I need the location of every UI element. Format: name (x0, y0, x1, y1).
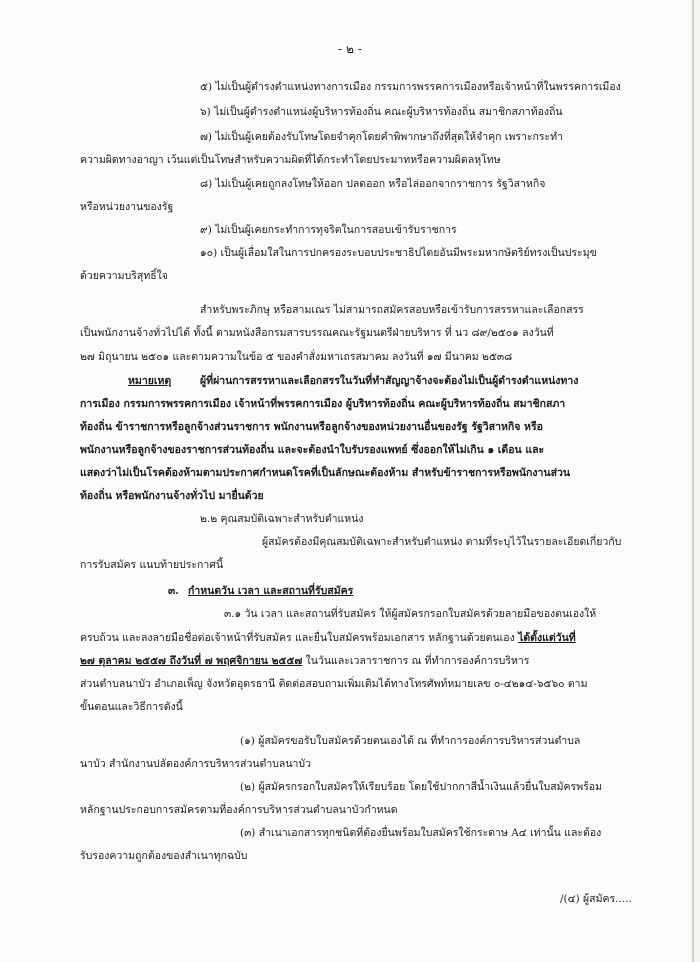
section-3-1-line: ขั้นตอนและวิธีการดังนี้ (80, 701, 183, 713)
note-line: แสดงว่าไม่เป็นโรคต้องห้ามตามประกาศกำหนดโรคที่เป็นลักษณะต้องห้าม สำหรับข้าราชการหรือพนักงานส่วน (80, 467, 571, 479)
monk-paragraph-line: เป็นพนักงานจ้างทั่วไปได้ ทั้งนี้ ตามหนังสือกรมสารบรรณคณะรัฐมนตรีฝ่ายบริหาร ที่ นว ๘๙/๒๕๐๑ ลงวันที่ (80, 327, 554, 339)
section-3-1-line (80, 654, 529, 668)
qualification-item-continued: หรือหน่วยงานของรัฐ (80, 201, 174, 213)
section-3-1-line: ส่วนตำบลนาบัว อำเภอเพ็ญ จังหวัดอุดรธานี ติดต่อสอบถามเพิ่มเติมได้ทางโทรศัพท์หมายเลข ๐-๔๒๑๔-๖๕๖๐ ตาม (80, 678, 588, 690)
step-item-continued: รับรองความถูกต้องของสำเนาทุกฉบับ (80, 850, 248, 862)
section-3-1-date-start: ได้ตั้งแต่วันที่ (518, 632, 576, 644)
note-line: พนักงานหรือลูกจ้างของราชการส่วนท้องถิ่น และจะต้องนำใบรับรองแพทย์ ซึ่งออกให้ไม่เกิน ๑ เดือน และ (80, 444, 545, 456)
section-3-number: ๓. (168, 585, 179, 597)
section-3-1-text: ครบถ้วน และลงลายมือชื่อต่อเจ้าหน้าที่รับสมัคร และยื่นใบสมัครพร้อมเอกสาร หลักฐานด้วยตนเอง (80, 632, 515, 644)
section-2-2-line: การรับสมัคร แนบท้ายประกาศนี้ (80, 559, 224, 571)
section-3-1-line: ๓.๑ วัน เวลา และสถานที่รับสมัคร ให้ผู้สมัครกรอกใบสมัครด้วยลายมือของตนเองให้ (224, 608, 597, 620)
step-item-continued: หลักฐานประกอบการสมัครตามที่องค์การบริหารส่วนตำบลนาบัวกำหนด (80, 804, 398, 816)
note-line: ผู้ที่ผ่านการสรรหาและเลือกสรรในวันที่ทำสัญญาจ้างจะต้องไม่เป็นผู้ดำรงตำแหน่งทาง (200, 375, 579, 387)
note-line: ท้องถิ่น หรือพนักงานจ้างทั่วไป มายื่นด้วย (80, 490, 264, 502)
qualification-item: ๕) ไม่เป็นผู้ดำรงตำแหน่งทางการเมือง กรรมการพรรคการเมืองหรือเจ้าหน้าที่ในพรรคการเมือง (200, 81, 621, 93)
section-3-1-date-range: ๒๗ ตุลาคม ๒๕๕๗ ถึงวันที่ ๗ พฤศจิกายน ๒๕๕๗ (80, 655, 303, 667)
section-3-heading: กำหนดวัน เวลา และสถานที่รับสมัคร (188, 585, 354, 597)
monk-paragraph-line: สำหรับพระภิกษุ หรือสามเณร ไม่สามารถสมัครสอบหรือเข้ารับการสรรหาและเลือกสรร (200, 304, 584, 316)
section-3-1-line (80, 631, 576, 645)
page-number: - ๒ - (338, 42, 362, 56)
section-2-2-line: ผู้สมัครต้องมีคุณสมบัติเฉพาะสำหรับตำแหน่ง ตามที่ระบุไว้ในรายละเอียดเกี่ยวกับ (262, 536, 622, 548)
monk-paragraph-line: ๒๗ มิถุนายน ๒๕๐๑ และตามความในข้อ ๕ ของคำสั่งมหาเถรสมาคม ลงวันที่ ๑๗ มีนาคม ๒๕๓๘ (80, 351, 513, 363)
note-label: หมายเหตุ (128, 375, 172, 387)
note-line: ท้องถิ่น ข้าราชการหรือลูกจ้างส่วนราชการ พนักงานหรือลูกจ้างของหน่วยงานอื่นของรัฐ รัฐวิสาหกิจ หรือ (80, 421, 543, 433)
qualification-item-continued: ความผิดทางอาญา เว้นแต่เป็นโทษสำหรับความผิดที่ได้กระทำโดยประมาทหรือความผิดลหุโทษ (80, 154, 501, 166)
step-item: (๓) สำเนาเอกสารทุกชนิดที่ต้องยื่นพร้อมใบสมัครใช้กระดาษ A๔ เท่านั้น และต้อง (240, 827, 602, 839)
continuation-text: /(๔) ผู้สมัคร..... (560, 893, 632, 905)
section-3-1-text: ในวันและเวลาราชการ ณ ที่ทำการองค์การบริหาร (305, 655, 530, 667)
section-2-2-heading: ๒.๒ คุณสมบัติเฉพาะสำหรับตำแหน่ง (200, 513, 364, 525)
qualification-item: ๘) ไม่เป็นผู้เคยถูกลงโทษให้ออก ปลดออก หรือไล่ออกจากราชการ รัฐวิสาหกิจ (200, 178, 546, 190)
qualification-item: ๑๐) เป็นผู้เลื่อมใสในการปกครองระบอบประชาธิปไตยอันมีพระมหากษัตริย์ทรงเป็นประมุข (200, 247, 597, 259)
step-item: (๑) ผู้สมัครขอรับใบสมัครด้วยตนเองได้ ณ ที่ทำการองค์การบริหารส่วนตำบล (240, 735, 581, 747)
step-item: (๒) ผู้สมัครกรอกใบสมัครให้เรียบร้อย โดยใช้ปากกาสีน้ำเงินแล้วยื่นใบสมัครพร้อม (240, 781, 602, 793)
note-line: การเมือง กรรมการพรรคการเมือง เจ้าหน้าที่พรรคการเมือง ผู้บริหารท้องถิ่น คณะผู้บริหารท้องถิ่น สมาชิกสภา (80, 398, 566, 410)
step-item-continued: นาบัว สำนักงานปลัดองค์การบริหารส่วนตำบลนาบัว (80, 758, 311, 770)
qualification-item: ๗) ไม่เป็นผู้เคยต้องรับโทษโดยจำคุกโดยคำพิพากษาถึงที่สุดให้จำคุก เพราะกระทำ (200, 131, 563, 143)
qualification-item: ๖) ไม่เป็นผู้ดำรงตำแหน่งผู้บริหารท้องถิ่น คณะผู้บริหารท้องถิ่น สมาชิกสภาท้องถิ่น (200, 106, 563, 118)
qualification-item: ๙) ไม่เป็นผู้เคยกระทำการทุจริตในการสอบเข้ารับราชการ (200, 224, 457, 236)
qualification-item-continued: ด้วยความบริสุทธิ์ใจ (80, 270, 168, 282)
